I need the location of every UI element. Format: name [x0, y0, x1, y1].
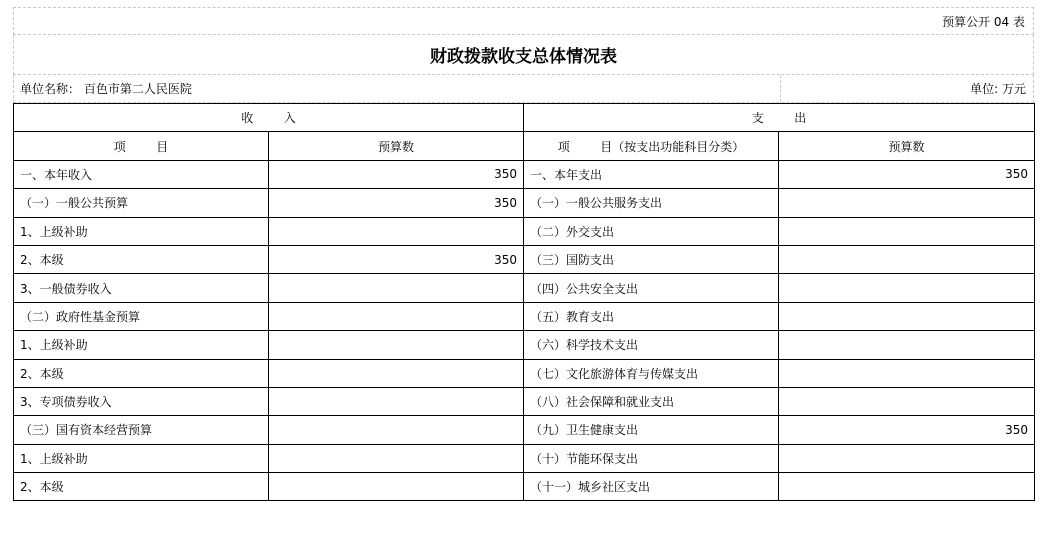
expense-value-cell: [779, 302, 1035, 330]
table-code-row: [13, 7, 1034, 35]
expense-item-cell: （十）节能环保支出: [524, 444, 779, 472]
expense-value-cell: [779, 359, 1035, 387]
income-item-cell: 3、一般债券收入: [14, 274, 269, 302]
income-value-cell: [269, 359, 524, 387]
table-row: [14, 189, 1035, 217]
expense-item-cell: （五）教育支出: [524, 302, 779, 330]
income-value-cell: 350: [269, 245, 524, 273]
expense-group-header: 支 出: [524, 104, 1035, 132]
income-item-cell: 1、上级补助: [14, 331, 269, 359]
expense-value-cell: [779, 189, 1035, 217]
expense-item-cell: （二）外交支出: [524, 217, 779, 245]
income-item-header: 项 目: [14, 132, 269, 160]
unit-name: 单位名称： 百色市第二人民医院: [20, 82, 192, 96]
table-row: [14, 274, 1035, 302]
table-row: [14, 387, 1035, 415]
expense-item-cell: （四）公共安全支出: [524, 274, 779, 302]
income-value-cell: [269, 331, 524, 359]
table-row: [14, 416, 1035, 444]
income-value-cell: 350: [269, 189, 524, 217]
expense-value-cell: [779, 274, 1035, 302]
income-value-cell: [269, 416, 524, 444]
income-group-header: 收 入: [14, 104, 524, 132]
income-item-cell: 2、本级: [14, 473, 269, 501]
income-item-cell: 1、上级补助: [14, 444, 269, 472]
expense-item-cell: （六）科学技术支出: [524, 331, 779, 359]
table-row: [14, 444, 1035, 472]
expense-value-cell: [779, 331, 1035, 359]
expense-value-cell: 350: [779, 416, 1035, 444]
income-value-cell: 350: [269, 160, 524, 188]
income-item-cell: 3、专项债券收入: [14, 387, 269, 415]
expense-value-cell: [779, 245, 1035, 273]
table-row: [14, 217, 1035, 245]
expense-item-header: 项 目（按支出功能科目分类）: [524, 132, 779, 160]
expense-item-cell: （九）卫生健康支出: [524, 416, 779, 444]
expense-item-cell: （七）文化旅游体育与传媒支出: [524, 359, 779, 387]
income-value-cell: [269, 473, 524, 501]
unit-label: 单位: 万元: [780, 75, 1033, 102]
income-item-cell: 2、本级: [14, 359, 269, 387]
expense-value-cell: [779, 217, 1035, 245]
table-row: [14, 160, 1035, 188]
table-row: [14, 302, 1035, 330]
income-value-cell: [269, 217, 524, 245]
expense-item-cell: （一）一般公共服务支出: [524, 189, 779, 217]
column-header-row: [14, 132, 1035, 160]
expense-value-cell: [779, 387, 1035, 415]
table-code: 预算公开 04 表: [942, 14, 1025, 29]
expense-item-cell: 一、本年支出: [524, 160, 779, 188]
income-item-cell: 1、上级补助: [14, 217, 269, 245]
expense-budget-header: 预算数: [779, 132, 1035, 160]
expense-value-cell: [779, 473, 1035, 501]
expense-item-cell: （三）国防支出: [524, 245, 779, 273]
income-value-cell: [269, 444, 524, 472]
expense-value-cell: [779, 444, 1035, 472]
title-row: [13, 35, 1034, 75]
income-item-cell: 一、本年收入: [14, 160, 269, 188]
expense-item-cell: （八）社会保障和就业支出: [524, 387, 779, 415]
income-item-cell: （一）一般公共预算: [14, 189, 269, 217]
unit-row: [13, 75, 1034, 103]
income-budget-header: 预算数: [269, 132, 524, 160]
income-item-cell: 2、本级: [14, 245, 269, 273]
page-title: 财政拨款收支总体情况表: [430, 47, 617, 67]
income-value-cell: [269, 387, 524, 415]
table-row: [14, 245, 1035, 273]
expense-item-cell: （十一）城乡社区支出: [524, 473, 779, 501]
table-row: [14, 359, 1035, 387]
income-item-cell: （三）国有资本经营预算: [14, 416, 269, 444]
income-value-cell: [269, 302, 524, 330]
income-item-cell: （二）政府性基金预算: [14, 302, 269, 330]
expense-value-cell: 350: [779, 160, 1035, 188]
group-header-row: [14, 104, 1035, 132]
income-value-cell: [269, 274, 524, 302]
report-sheet: [13, 7, 1034, 501]
budget-table: [13, 103, 1035, 501]
table-row: [14, 331, 1035, 359]
table-row: [14, 473, 1035, 501]
